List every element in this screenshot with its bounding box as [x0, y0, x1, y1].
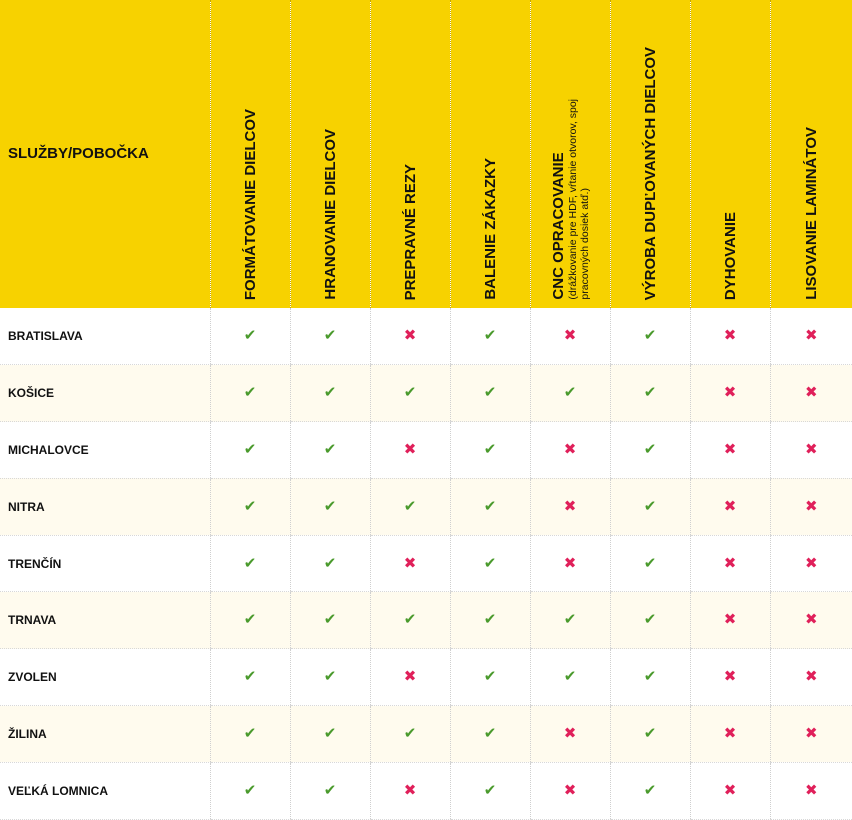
service-cell [770, 535, 852, 592]
column-header [690, 0, 770, 308]
column-header [450, 0, 530, 308]
check-icon: ✔ [483, 384, 497, 402]
service-cell [610, 706, 690, 763]
check-icon: ✔ [243, 781, 257, 799]
service-cell [450, 535, 530, 592]
check-icon: ✔ [403, 384, 417, 402]
service-cell [610, 762, 690, 819]
service-cell [450, 478, 530, 535]
check-icon: ✔ [243, 497, 257, 515]
check-icon: ✔ [243, 668, 257, 686]
table-row [0, 762, 852, 819]
check-icon: ✔ [483, 668, 497, 686]
service-cell [770, 762, 852, 819]
branch-name: BRATISLAVA [0, 308, 210, 365]
column-title: PREPRAVNÉ REZY [401, 163, 419, 300]
service-cell [690, 706, 770, 763]
check-icon: ✔ [243, 554, 257, 572]
column-header-text [322, 129, 339, 300]
service-cell [450, 365, 530, 422]
cross-icon: ✖ [563, 781, 577, 799]
corner-header [0, 0, 210, 308]
check-icon: ✔ [243, 384, 257, 402]
corner-label: SLUŽBY/POBOČKA [8, 144, 149, 162]
service-cell [210, 706, 290, 763]
service-cell [370, 365, 450, 422]
column-header [610, 0, 690, 308]
service-cell [210, 649, 290, 706]
check-icon: ✔ [243, 724, 257, 742]
check-icon: ✔ [323, 668, 337, 686]
table-row [0, 706, 852, 763]
cross-icon: ✖ [804, 440, 818, 458]
cross-icon: ✖ [403, 668, 417, 686]
service-cell [290, 308, 370, 365]
check-icon: ✔ [323, 611, 337, 629]
service-cell [290, 478, 370, 535]
column-header-text [803, 127, 820, 300]
branch-name: MICHALOVCE [0, 422, 210, 479]
cross-icon: ✖ [723, 724, 737, 742]
check-icon: ✔ [643, 668, 657, 686]
cross-icon: ✖ [804, 497, 818, 515]
table-row [0, 592, 852, 649]
cross-icon: ✖ [804, 724, 818, 742]
cross-icon: ✖ [403, 440, 417, 458]
cross-icon: ✖ [723, 440, 737, 458]
service-cell [290, 422, 370, 479]
check-icon: ✔ [643, 384, 657, 402]
service-cell [690, 365, 770, 422]
check-icon: ✔ [403, 497, 417, 515]
service-cell [370, 535, 450, 592]
table-row [0, 478, 852, 535]
cross-icon: ✖ [563, 554, 577, 572]
check-icon: ✔ [643, 554, 657, 572]
service-cell [370, 308, 450, 365]
service-cell [450, 592, 530, 649]
service-cell [370, 706, 450, 763]
check-icon: ✔ [563, 611, 577, 629]
cross-icon: ✖ [563, 440, 577, 458]
cross-icon: ✖ [723, 781, 737, 799]
column-header [290, 0, 370, 308]
column-title: VÝROBA DUPĽOVANÝCH DIELCOV [641, 46, 659, 300]
cross-icon: ✖ [723, 554, 737, 572]
column-subtitle: (drážkovanie pre HDF, vŕtanie otvorov, spoj [566, 99, 579, 300]
check-icon: ✔ [483, 611, 497, 629]
check-icon: ✔ [563, 668, 577, 686]
cross-icon: ✖ [403, 781, 417, 799]
check-icon: ✔ [323, 724, 337, 742]
column-header-text [482, 158, 499, 300]
column-header [530, 0, 610, 308]
column-title: LISOVANIE LAMINÁTOV [802, 127, 820, 300]
service-cell [530, 308, 610, 365]
check-icon: ✔ [243, 440, 257, 458]
check-icon: ✔ [323, 440, 337, 458]
column-header [370, 0, 450, 308]
service-cell [610, 365, 690, 422]
service-cell [290, 706, 370, 763]
service-cell [530, 365, 610, 422]
service-cell [370, 592, 450, 649]
cross-icon: ✖ [723, 668, 737, 686]
cross-icon: ✖ [563, 497, 577, 515]
column-header-text [402, 164, 419, 300]
table-body [0, 308, 852, 819]
service-cell [610, 535, 690, 592]
cross-icon: ✖ [804, 327, 818, 345]
check-icon: ✔ [643, 611, 657, 629]
service-cell [690, 762, 770, 819]
header-row [0, 0, 852, 308]
service-cell [770, 592, 852, 649]
column-title: HRANOVANIE DIELCOV [321, 129, 339, 300]
cross-icon: ✖ [563, 724, 577, 742]
service-cell [210, 478, 290, 535]
column-title: DYHOVANIE [721, 211, 739, 300]
service-cell [690, 592, 770, 649]
check-icon: ✔ [483, 554, 497, 572]
service-cell [210, 308, 290, 365]
column-subtitle: pracovných dosiek atď.) [578, 188, 591, 300]
service-cell [370, 422, 450, 479]
service-cell [770, 706, 852, 763]
column-title: FORMÁTOVANIE DIELCOV [241, 108, 259, 300]
service-cell [290, 762, 370, 819]
table-row [0, 649, 852, 706]
check-icon: ✔ [323, 384, 337, 402]
service-cell [210, 762, 290, 819]
check-icon: ✔ [243, 327, 257, 345]
column-title: CNC OPRACOVANIE [549, 152, 567, 300]
column-header-text [550, 99, 591, 300]
check-icon: ✔ [563, 384, 577, 402]
check-icon: ✔ [323, 554, 337, 572]
check-icon: ✔ [643, 724, 657, 742]
cross-icon: ✖ [804, 554, 818, 572]
service-cell [290, 535, 370, 592]
check-icon: ✔ [323, 781, 337, 799]
column-header [770, 0, 852, 308]
cross-icon: ✖ [403, 327, 417, 345]
service-cell [610, 478, 690, 535]
column-header [210, 0, 290, 308]
check-icon: ✔ [643, 781, 657, 799]
branch-name: KOŠICE [0, 365, 210, 422]
branch-name: ZVOLEN [0, 649, 210, 706]
service-cell [690, 535, 770, 592]
service-cell [450, 649, 530, 706]
cross-icon: ✖ [804, 384, 818, 402]
service-cell [210, 365, 290, 422]
check-icon: ✔ [643, 497, 657, 515]
table-row [0, 365, 852, 422]
branch-name: TRENČÍN [0, 535, 210, 592]
check-icon: ✔ [643, 327, 657, 345]
service-cell [290, 592, 370, 649]
branch-name: VEĽKÁ LOMNICA [0, 762, 210, 819]
service-cell [290, 649, 370, 706]
check-icon: ✔ [403, 724, 417, 742]
service-cell [370, 649, 450, 706]
service-cell [530, 649, 610, 706]
cross-icon: ✖ [804, 668, 818, 686]
check-icon: ✔ [483, 724, 497, 742]
cross-icon: ✖ [723, 384, 737, 402]
column-header-text [722, 212, 739, 300]
service-cell [210, 422, 290, 479]
cross-icon: ✖ [804, 611, 818, 629]
cross-icon: ✖ [723, 611, 737, 629]
service-cell [450, 706, 530, 763]
check-icon: ✔ [483, 440, 497, 458]
service-cell [610, 649, 690, 706]
table-row [0, 535, 852, 592]
service-cell [770, 478, 852, 535]
branch-name: ŽILINA [0, 706, 210, 763]
column-header-text [642, 47, 659, 300]
check-icon: ✔ [243, 611, 257, 629]
check-icon: ✔ [483, 327, 497, 345]
check-icon: ✔ [483, 497, 497, 515]
cross-icon: ✖ [804, 781, 818, 799]
service-cell [530, 535, 610, 592]
service-cell [610, 308, 690, 365]
table-row [0, 308, 852, 365]
branch-name: TRNAVA [0, 592, 210, 649]
service-cell [690, 308, 770, 365]
service-cell [770, 422, 852, 479]
service-cell [290, 365, 370, 422]
service-cell [370, 478, 450, 535]
check-icon: ✔ [323, 497, 337, 515]
check-icon: ✔ [403, 611, 417, 629]
service-cell [530, 478, 610, 535]
service-cell [530, 762, 610, 819]
check-icon: ✔ [643, 440, 657, 458]
service-cell [210, 592, 290, 649]
check-icon: ✔ [483, 781, 497, 799]
cross-icon: ✖ [723, 497, 737, 515]
service-cell [690, 478, 770, 535]
service-cell [530, 706, 610, 763]
service-cell [530, 422, 610, 479]
table-row [0, 422, 852, 479]
service-cell [770, 365, 852, 422]
service-cell [210, 535, 290, 592]
cross-icon: ✖ [403, 554, 417, 572]
service-cell [610, 422, 690, 479]
service-cell [450, 308, 530, 365]
service-cell [450, 422, 530, 479]
service-cell [770, 308, 852, 365]
service-cell [690, 649, 770, 706]
cross-icon: ✖ [563, 327, 577, 345]
column-title: BALENIE ZÁKAZKY [481, 158, 499, 300]
service-cell [610, 592, 690, 649]
service-cell [690, 422, 770, 479]
column-header-text [242, 109, 259, 300]
branch-name: NITRA [0, 478, 210, 535]
service-cell [530, 592, 610, 649]
check-icon: ✔ [323, 327, 337, 345]
service-cell [370, 762, 450, 819]
service-cell [450, 762, 530, 819]
cross-icon: ✖ [723, 327, 737, 345]
service-cell [770, 649, 852, 706]
